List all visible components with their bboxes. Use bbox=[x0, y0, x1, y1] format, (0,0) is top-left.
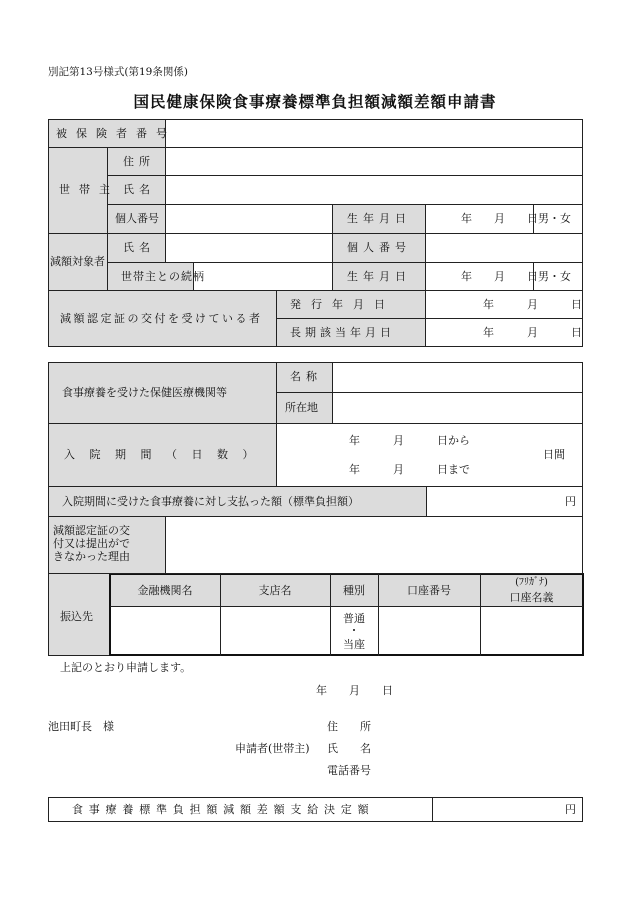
stay-from: 年 月 日から bbox=[349, 434, 470, 447]
reason-label-line2: 付又は提出がで bbox=[53, 537, 130, 550]
applicant-address-label: 住 所 bbox=[327, 720, 371, 733]
declaration-date: 年 月 日 bbox=[316, 684, 393, 697]
head-of-household-label: 世帯主 bbox=[59, 183, 119, 196]
paid-amount-yen: 円 bbox=[565, 495, 576, 508]
stay-label: 入院期間（日数） bbox=[64, 448, 268, 461]
account-type-separator: ・ bbox=[348, 624, 360, 637]
name-label: 氏名 bbox=[123, 183, 155, 196]
subject-label: 減額対象者 bbox=[50, 255, 105, 268]
individual-number-label: 個人番号 bbox=[115, 212, 159, 225]
insured-number-label: 被保険者番号 bbox=[56, 127, 176, 140]
applicant-label: 申請者(世帯主) bbox=[235, 742, 310, 755]
reason-label-line3: きなかった理由 bbox=[53, 550, 130, 563]
account-type-current[interactable]: 当座 bbox=[343, 638, 365, 651]
form-title: 国民健康保険食事療養標準負担額減額差額申請書 bbox=[133, 92, 497, 111]
col-bank-name: 金融機関名 bbox=[137, 584, 193, 597]
reason-label-line1: 減額認定証の交 bbox=[53, 524, 130, 537]
hospital-label: 食事療養を受けた保健医療機関等 bbox=[62, 386, 227, 399]
sex-select[interactable]: 男・女 bbox=[538, 212, 571, 225]
col-holder-kana: (ﾌﾘｶﾞﾅ) bbox=[515, 577, 548, 588]
subject-birthdate-format: 年 月 日 bbox=[461, 270, 538, 283]
stay-days-label: 日間 bbox=[543, 448, 565, 461]
issue-date-label: 発行年月日 bbox=[290, 298, 395, 311]
bank-label: 振込先 bbox=[60, 610, 93, 623]
hospital-name-label: 名称 bbox=[290, 370, 322, 383]
long-term-date-format: 年 月 日 bbox=[483, 326, 582, 339]
col-account-number: 口座番号 bbox=[407, 584, 451, 597]
hospital-location-label: 所在地 bbox=[285, 401, 318, 414]
col-account-holder: 口座名義 bbox=[509, 591, 554, 604]
decision-label: 食事療養標準負担額減額差額支給決定額 bbox=[72, 803, 375, 816]
subject-birthdate-label: 生年月日 bbox=[347, 270, 411, 283]
col-branch-name: 支店名 bbox=[258, 584, 292, 597]
applicant-phone-label: 電話番号 bbox=[327, 764, 371, 777]
subject-sex-select[interactable]: 男・女 bbox=[538, 270, 571, 283]
relation-label: 世帯主との続柄 bbox=[121, 270, 205, 283]
subject-individual-number-label: 個人番号 bbox=[347, 241, 411, 254]
paid-amount-label: 入院期間に受けた食事療養に対し支払った額（標準負担額） bbox=[62, 495, 359, 508]
account-type-ordinary[interactable]: 普通 bbox=[343, 612, 365, 625]
birthdate-format: 年 月 日 bbox=[461, 212, 538, 225]
applicant-name-label: 氏 名 bbox=[327, 742, 371, 755]
address-label: 住所 bbox=[123, 155, 155, 168]
form-reference: 別記第13号様式(第19条関係) bbox=[48, 66, 188, 78]
col-account-type: 種別 bbox=[343, 584, 365, 597]
stay-to: 年 月 日まで bbox=[349, 463, 470, 476]
addressee: 池田町長 様 bbox=[48, 720, 114, 733]
certificate-label: 減額認定証の交付を受けている者 bbox=[60, 312, 263, 325]
subject-name-label: 氏名 bbox=[123, 241, 155, 254]
long-term-date-label: 長期該当年月日 bbox=[290, 326, 395, 339]
birthdate-label: 生年月日 bbox=[347, 212, 411, 225]
declaration-text: 上記のとおり申請します。 bbox=[60, 661, 192, 674]
issue-date-format: 年 月 日 bbox=[483, 298, 582, 311]
decision-yen: 円 bbox=[565, 803, 576, 816]
